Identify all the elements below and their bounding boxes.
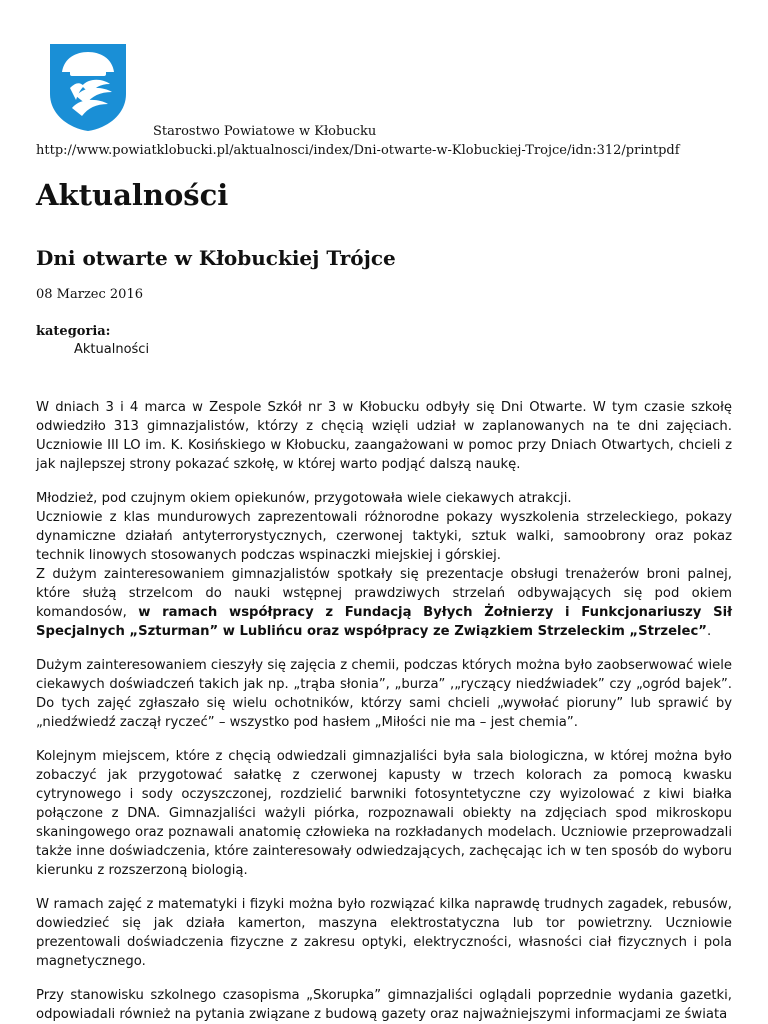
article-body [36, 398, 732, 1024]
page-url: http://www.powiatklobucki.pl/aktualnosci/index/Dni-otwarte-w-Klobuckiej-Trojce/idn:312/printpdf [36, 143, 680, 158]
article-date: 08 Marzec 2016 [36, 287, 143, 302]
organization-name: Starostwo Powiatowe w Kłobucku [153, 124, 377, 139]
paragraph: Przy stanowisku szkolnego czasopisma „Skorupka” gimnazjaliści oglądali poprzednie wydania gazetki, odpowiadali również na pytania związane z budową gazety oraz najważniejszymi informacjami ze świata [36, 988, 732, 1022]
paragraph [36, 489, 732, 641]
paragraph-line: Młodzież, pod czujnym okiem opiekunów, przygotowała wiele ciekawych atrakcji. [36, 491, 572, 506]
paragraph: Dużym zainteresowaniem cieszyły się zajęcia z chemii, podczas których można było zaobserwować wiele ciekawych doświadczeń takich jak np. „trąba słonia”, „burza” ,„ryczący niedźwiadek” czy „ogród bajek”. Do tych zajęć zgłaszało się wielu ochotników, którzy sami chcieli „wywołać pioruny” lub sprawić by „niedźwiedź zaczął ryczeć” – wszystko pod hasłem „Miłości nie ma – jest chemia”. [36, 658, 732, 730]
punctuation: . [706, 624, 712, 639]
section-title: Aktualności [36, 178, 229, 212]
article-title: Dni otwarte w Kłobuckiej Trójce [36, 246, 396, 270]
bold-text: w ramach współpracy z Fundacją Byłych Żołnierzy i Funkcjonariuszy Sił Specjalnych „Szturman” w Lublińcu oraz współpracy ze Związkiem Strzeleckim „Strzelec” [36, 605, 732, 639]
coat-of-arms-icon [48, 42, 128, 132]
paragraph: W ramach zajęć z matematyki i fizyki można było rozwiązać kilka naprawdę trudnych zagadek, rebusów, dowiedzieć się jak działa kamerton, maszyna elektrostatyczna lub tor powietrzny. Uczniowie prezentowali doświadczenia fizyczne z zakresu optyki, elektryczności, własności ciał fizycznych i pola magnetycznego. [36, 897, 732, 969]
paragraph: Kolejnym miejscem, które z chęcią odwiedzali gimnazjaliści była sala biologiczna, w której można było zobaczyć jak przygotować sałatkę z czerwonej kapusty w trzech kolorach za pomocą kwasku cytrynowego i sody oczyszczonej, rozdzielić barwniki fotosyntetyczne czy wyizolować z kiwi białka połączone z DNA. Gimnazjaliści ważyli piórka, rozpoznawali obiekty na zdjęciach spod mikroskopu skaningowego oraz poznawali anatomię człowieka na rozkładanych modelach. Uczniowie przeprowadzali także inne doświadczenia, które zainteresowały odwiedzających, zachęcając ich w ten sposób do wyboru kierunku z rozszerzoną biologią. [36, 749, 732, 878]
category-label: kategoria: [36, 324, 111, 339]
paragraph-line: Uczniowie z klas mundurowych zaprezentowali różnorodne pokazy wyszkolenia strzeleckiego, pokazy dynamiczne działań antyterrorystycznych, czerwonej taktyki, sztuk walki, samoobrony oraz pokaz technik linowych stosowanych podczas wspinaczki miejskiej i górskiej. [36, 510, 732, 563]
paragraph-line: Z dużym zainteresowaniem gimnazjalistów spotkały się prezentacje obsługi trenażerów broni palnej, które służą strzelcom do nauki wstępnej prawdziwych strzelań odbywających się pod okiem komandosów, [36, 567, 732, 620]
paragraph: W dniach 3 i 4 marca w Zespole Szkół nr 3 w Kłobucku odbyły się Dni Otwarte. W tym czasie szkołę odwiedziło 313 gimnazjalistów, którzy z chęcią wzięli udział w zaplanowanych na te dni zajęciach. Uczniowie III LO im. K. Kosińskiego w Kłobucku, zaangażowani w pomoc przy Dniach Otwartych, chcieli z jak najlepszej strony pokazać szkołę, w której warto podjąć dalszą naukę. [36, 400, 732, 472]
category-value: Aktualności [74, 342, 150, 357]
